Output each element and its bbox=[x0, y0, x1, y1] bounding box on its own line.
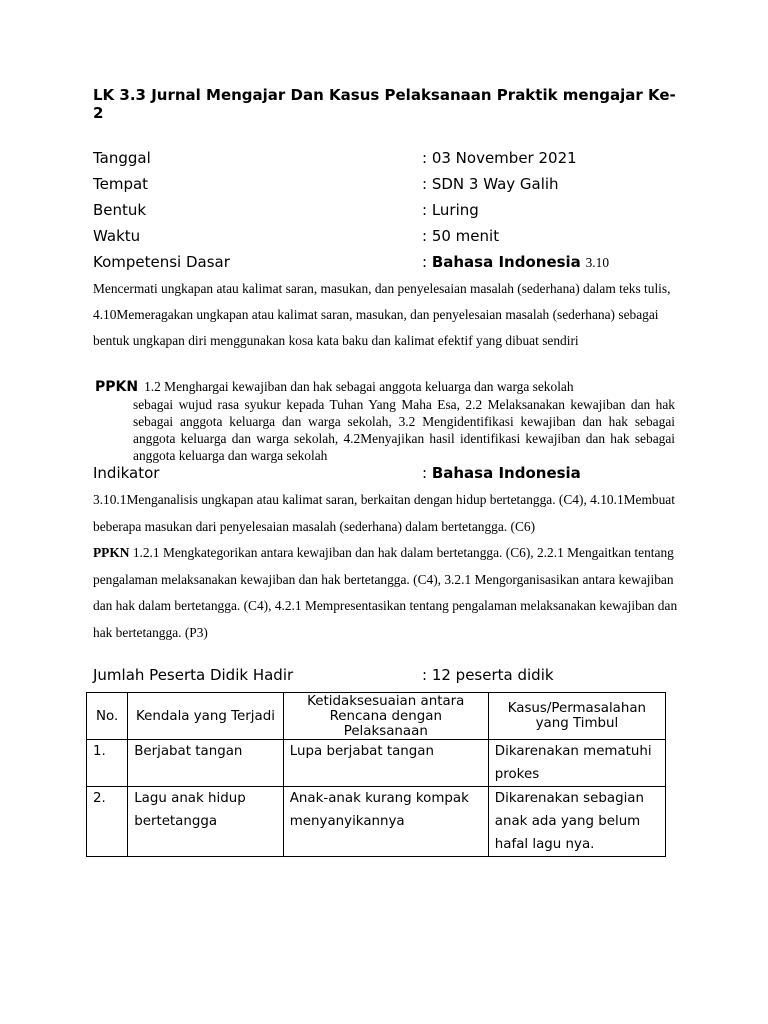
field-value: 50 menit bbox=[431, 227, 500, 245]
field-value-wrap bbox=[422, 664, 554, 686]
ppkn-tag: PPKN bbox=[95, 379, 139, 395]
field-label: Waktu bbox=[93, 227, 141, 245]
separator: : bbox=[422, 201, 432, 219]
cell-no: 1. bbox=[87, 740, 128, 787]
cell-kendala: Berjabat tangan bbox=[128, 740, 284, 787]
field-label: Tanggal bbox=[93, 149, 151, 167]
header-no: No. bbox=[87, 693, 128, 740]
field-tanggal bbox=[93, 147, 693, 169]
subject-name: Bahasa Indonesia bbox=[431, 464, 581, 482]
indikator-ppkn-body: 1.2.1 Mengkategorikan antara kewajiban dan hak dalam bertetangga. (C6), 2.2.1 Mengaitkan tentang pengalaman melaksanakan kewajiban dan hak bertetangga. (C4), 3.2.1 Mengorganisasikan antara kewajiban dan hak dalam bertetangga. (C4), 4.2.1 Mempresentasikan tentang pengalaman melaksanakan kewajiban dan hak bertetangga. (P3) bbox=[93, 545, 678, 640]
field-label: Tempat bbox=[93, 175, 149, 193]
field-tempat bbox=[93, 173, 693, 195]
indikator-ppkn-text bbox=[93, 540, 678, 646]
kd-ppkn-rest: sebagai wujud rasa syukur kepada Tuhan Yang Maha Esa, 2.2 Melaksanakan kewajiban dan hak sebagai anggota keluarga dan warga sekolah, 3.2 Mengidentifikasi kewajiban dan hak sebagai anggota keluarga dan warga sekolah, 4.2Menyajikan hasil identifikasi kewajiban dan hak sebagai anggota keluarga dan warga sekolah bbox=[133, 397, 675, 463]
cell-no: 2. bbox=[87, 787, 128, 857]
indikator-paragraph bbox=[93, 487, 678, 646]
indikator-bahasa-text: 3.10.1Menganalisis ungkapan atau kalimat saran, berkaitan dengan hidup bertetangga. (C4), 4.10.1Membuat beberapa masukan dari penyelesaian masalah (sederhana) dalam bertetangga. (C6) bbox=[93, 492, 675, 534]
table-row bbox=[87, 740, 666, 787]
cell-kendala: Lagu anak hidup bertetangga bbox=[128, 787, 284, 857]
field-kompetensi-dasar bbox=[93, 251, 693, 273]
field-waktu bbox=[93, 225, 693, 247]
field-value-wrap bbox=[422, 462, 581, 484]
kasus-table bbox=[86, 692, 666, 857]
kd-ppkn-first-line: 1.2 Menghargai kewajiban dan hak sebagai anggota keluarga dan warga sekolah bbox=[144, 379, 574, 394]
separator: : bbox=[422, 253, 432, 271]
field-label: Bentuk bbox=[93, 201, 147, 219]
document-title: LK 3.3 Jurnal Mengajar Dan Kasus Pelaksanaan Praktik mengajar Ke-2 bbox=[93, 86, 676, 122]
field-value: SDN 3 Way Galih bbox=[431, 175, 559, 193]
field-label: Kompetensi Dasar bbox=[93, 253, 230, 271]
field-value-wrap bbox=[422, 173, 559, 195]
kd-bahasa-paragraph: Mencermati ungkapan atau kalimat saran, masukan, dan penyelesaian masalah (sederhana) dalam teks tulis, 4.10Memeragakan ungkapan atau kalimat saran, masukan, dan penyelesaian masalah (sederhana) sebagai bentuk ungkapan diri menggunakan kosa kata baku dan kalimat efektif yang dibuat sendiri bbox=[93, 281, 671, 348]
field-value: 03 November 2021 bbox=[431, 149, 577, 167]
field-jumlah-peserta bbox=[93, 664, 693, 686]
field-label: Jumlah Peserta Didik Hadir bbox=[93, 666, 294, 684]
field-value-wrap bbox=[422, 147, 577, 169]
separator: : bbox=[422, 464, 432, 482]
header-ketidaksesuaian: Ketidaksesuaian antara Rencana dengan Pelaksanaan bbox=[283, 693, 488, 740]
ppkn-tag: PPKN bbox=[93, 545, 130, 560]
field-value-wrap bbox=[422, 199, 479, 221]
field-bentuk bbox=[93, 199, 693, 221]
table-header-row bbox=[87, 693, 666, 740]
separator: : bbox=[422, 666, 432, 684]
cell-kasus: Dikarenakan mematuhi prokes bbox=[488, 740, 665, 787]
kd-ppkn-paragraph bbox=[95, 378, 675, 464]
field-value: Luring bbox=[431, 201, 479, 219]
field-indikator bbox=[93, 462, 693, 484]
kd-code: 3.10 bbox=[585, 255, 610, 270]
cell-ketidaksesuaian: Lupa berjabat tangan bbox=[283, 740, 488, 787]
separator: : bbox=[422, 227, 432, 245]
header-kasus: Kasus/Permasalahan yang Timbul bbox=[488, 693, 665, 740]
subject-name: Bahasa Indonesia bbox=[431, 253, 581, 271]
header-kendala: Kendala yang Terjadi bbox=[128, 693, 284, 740]
cell-kasus: Dikarenakan sebagian anak ada yang belum hafal lagu nya. bbox=[488, 787, 665, 857]
field-value-wrap bbox=[422, 225, 499, 247]
field-value: 12 peserta didik bbox=[431, 666, 554, 684]
field-label: Indikator bbox=[93, 464, 160, 482]
separator: : bbox=[422, 175, 432, 193]
separator: : bbox=[422, 149, 432, 167]
field-value-wrap bbox=[422, 251, 609, 274]
cell-ketidaksesuaian: Anak-anak kurang kompak menyanyikannya bbox=[283, 787, 488, 857]
table-row bbox=[87, 787, 666, 857]
